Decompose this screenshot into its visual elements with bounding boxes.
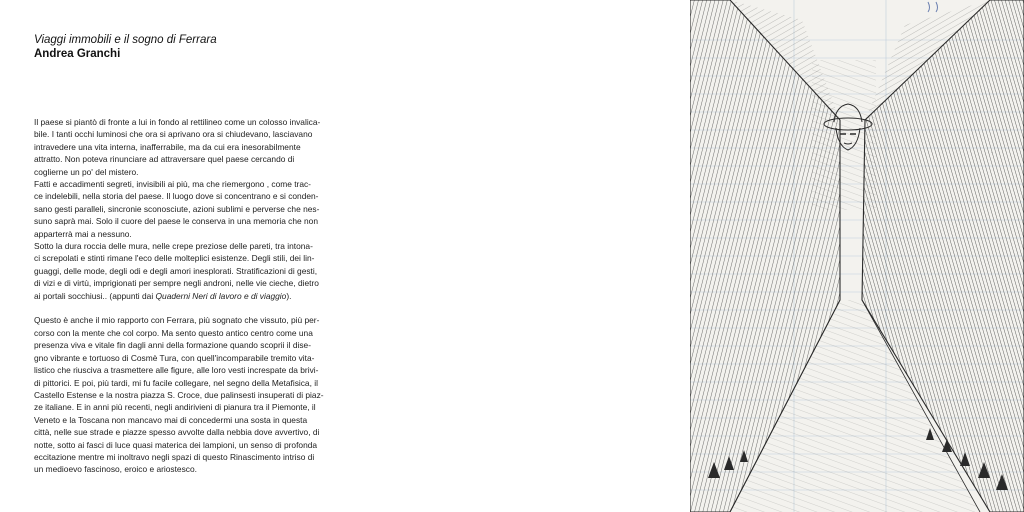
- text-line: suno saprà mai. Solo il cuore del paese le conserva in una memoria che non: [34, 216, 318, 227]
- text-line: listico che riusciva a trasmettere alle figure, alle loro vesti increspate da brivi-: [34, 365, 319, 376]
- paragraph-1: [34, 116, 370, 302]
- text-line: coglierne un po' del mistero.: [34, 166, 139, 177]
- text-line: Castello Estense e la nostra piazza S. Croce, due palinsesti insuperati di piaz-: [34, 389, 324, 400]
- text-line: Fatti e accadimenti segreti, invisibili ai più, ma che riemergono , come trac-: [34, 179, 311, 190]
- text-line: guaggi, delle mode, degli odi e degli amori inesplorati. Stratificazioni di gesti,: [34, 265, 318, 276]
- citation-suffix: ).: [286, 290, 292, 301]
- text-line: Sotto la dura roccia delle mura, nelle crepe preziose delle pareti, tra intona-: [34, 241, 313, 252]
- text-line: Questo è anche il mio rapporto con Ferrara, più sognato che vissuto, più per-: [34, 315, 320, 326]
- text-line: eccitazione mentre mi inoltravo negli spazi di questo Rinascimento intriso di: [34, 451, 315, 462]
- text-line: gno vibrante e tortuoso di Cosmè Tura, con quell'incomparabile tremito vita-: [34, 352, 315, 363]
- text-line-citation: [34, 290, 370, 302]
- text-line: attratto. Non poteva rinunciare ad attraversare quel paese cercando di: [34, 154, 295, 165]
- text-line: presenza viva e vitale fin dagli anni della formazione quando scoprii il dise-: [34, 340, 311, 351]
- text-line: un medioevo fascinoso, eroico e ariostesco.: [34, 464, 197, 475]
- text-line: ce indelebili, nella storia del paese. Il luogo dove si concentrano e si conden-: [34, 191, 319, 202]
- article-author: Andrea Granchi: [34, 48, 121, 60]
- text-line: di pittorici. E poi, più tardi, mi fu facile collegare, nel segno della Metafisica, il: [34, 377, 318, 388]
- illustration-page: [690, 0, 1024, 512]
- article-title: Viaggi immobili e il sogno di Ferrara: [34, 34, 217, 46]
- paragraph-2: [34, 314, 370, 475]
- citation-source: Quaderni Neri di lavoro e di viaggio: [155, 290, 287, 301]
- citation-prefix: ai portali socchiusi.. (appunti dai: [34, 290, 156, 301]
- paragraph-break: [34, 302, 370, 314]
- text-line: ci screpolati e stinti rimane l'eco delle molteplici esistenze. Degli stili, dei lin-: [34, 253, 315, 264]
- text-line: ze italiane. E in anni più recenti, negli andirivieni di pianura tra il Piemonte, il: [34, 402, 316, 413]
- text-line: bile. I tanti occhi luminosi che ora si aprivano ora si chiudevano, lasciavano: [34, 129, 313, 140]
- text-line: Veneto e la Toscana non mancavo mai di concedermi una sosta in questa: [34, 414, 308, 425]
- text-line: di vizi e di virtù, imprigionati per sempre negli androni, nelle vie cieche, dietro: [34, 278, 319, 289]
- text-line: Il paese si piantò di fronte a lui in fondo al rettilineo come un colosso invalica-: [34, 117, 321, 127]
- text-line: notte, sotto ai fasci di luce quasi materica dei lampioni, un senso di profonda: [34, 439, 318, 450]
- text-line: apparterrà mai a nessuno.: [34, 228, 132, 239]
- article-body: [34, 116, 370, 476]
- street-drawing: [690, 0, 1024, 512]
- text-line: città, nelle sue strade e piazze spesso avvolte dalla nebbia dove avvertivo, di: [34, 427, 320, 438]
- text-line: sano gesti paralleli, sincronie sconosciute, azioni sublimi e perverse che nes-: [34, 203, 320, 214]
- text-line: corso con la mente che col corpo. Ma sento questo antico centro come una: [34, 327, 313, 338]
- text-line: intravedere una vita interna, inafferrabile, ma da cui era inesorabilmente: [34, 141, 301, 152]
